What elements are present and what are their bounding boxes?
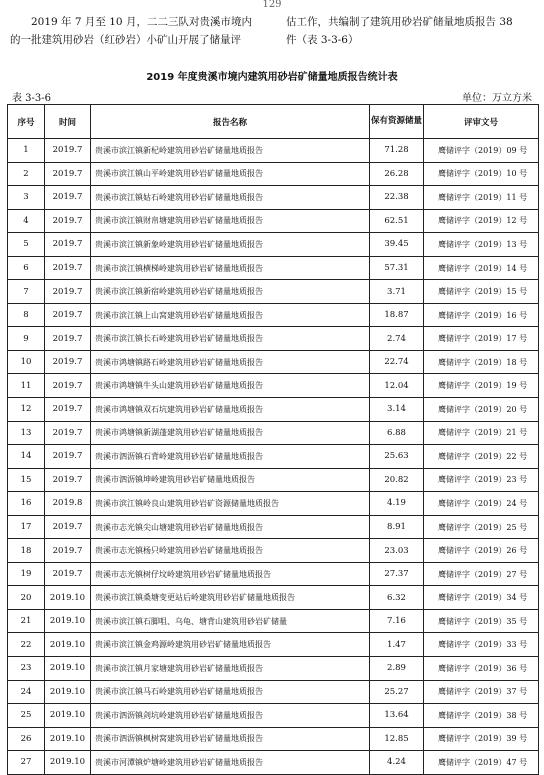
table-row (8, 704, 539, 728)
cell-review-doc: 鹰储评字（2019）22 号 (424, 445, 539, 469)
cell-review-doc: 鹰储评字（2019）09 号 (424, 139, 539, 163)
cell-review-doc: 鹰储评字（2019）25 号 (424, 515, 539, 539)
cell-reserve: 57.31 (370, 256, 424, 280)
cell-no: 14 (8, 445, 45, 469)
cell-no: 11 (8, 374, 45, 398)
cell-time: 2019.7 (45, 303, 91, 327)
table-body (8, 139, 539, 775)
table-row (8, 256, 539, 280)
cell-report-name: 贵溪市滨江镇岭良山建筑用砂岩矿资源储量地质报告 (91, 492, 370, 516)
cell-report-name: 贵溪市滨江镇马石岭建筑用砂岩矿储量地质报告 (91, 680, 370, 704)
cell-no: 5 (8, 233, 45, 257)
cell-no: 15 (8, 468, 45, 492)
cell-reserve: 8.91 (370, 515, 424, 539)
cell-no: 9 (8, 327, 45, 351)
cell-reserve: 12.04 (370, 374, 424, 398)
cell-review-doc: 鹰储评字（2019）27 号 (424, 562, 539, 586)
cell-reserve: 4.19 (370, 492, 424, 516)
table-row (8, 727, 539, 751)
cell-no: 2 (8, 162, 45, 186)
table-row (8, 539, 539, 563)
cell-no: 20 (8, 586, 45, 610)
cell-reserve: 20.82 (370, 468, 424, 492)
intro-right-column (286, 13, 536, 49)
table-row (8, 398, 539, 422)
cell-reserve: 27.37 (370, 562, 424, 586)
cell-no: 3 (8, 186, 45, 210)
page-number: 129 (262, 0, 282, 10)
cell-no: 26 (8, 727, 45, 751)
cell-reserve: 13.64 (370, 704, 424, 728)
cell-time: 2019.7 (45, 398, 91, 422)
table-row (8, 751, 539, 775)
cell-no: 25 (8, 704, 45, 728)
header-no: 序号 (8, 105, 45, 139)
cell-report-name: 贵溪市河潭镇炉塘岭建筑用砂岩矿储量地质报告 (91, 751, 370, 775)
cell-no: 22 (8, 633, 45, 657)
table-row (8, 374, 539, 398)
cell-time: 2019.10 (45, 727, 91, 751)
cell-review-doc: 鹰储评字（2019）10 号 (424, 162, 539, 186)
table-label: 表 3-3-6 (12, 93, 52, 104)
cell-no: 19 (8, 562, 45, 586)
table-row (8, 680, 539, 704)
cell-report-name: 贵溪市鸿塘镇牛头山建筑用砂岩矿储量地质报告 (91, 374, 370, 398)
cell-report-name: 贵溪市泗沥镇枫树窝建筑用砂岩矿储量地质报告 (91, 727, 370, 751)
cell-report-name: 贵溪市滨江镇石脚咀、乌龟、塘背山建筑用砂岩矿储量 (91, 609, 370, 633)
cell-report-name: 贵溪市泗沥镇剑坑岭建筑用砂岩矿储量地质报告 (91, 704, 370, 728)
cell-report-name: 贵溪市滨江镇财帛塘建筑用砂岩矿储量地质报告 (91, 209, 370, 233)
table-row (8, 421, 539, 445)
cell-review-doc: 鹰储评字（2019）13 号 (424, 233, 539, 257)
cell-reserve: 2.89 (370, 657, 424, 681)
cell-review-doc: 鹰储评字（2019）37 号 (424, 680, 539, 704)
cell-report-name: 贵溪市滨江镇山平岭建筑用砂岩矿储量地质报告 (91, 162, 370, 186)
cell-time: 2019.10 (45, 586, 91, 610)
cell-time: 2019.7 (45, 515, 91, 539)
cell-review-doc: 鹰储评字（2019）17 号 (424, 327, 539, 351)
cell-no: 16 (8, 492, 45, 516)
intro-right-line-1: 估工作，共编制了建筑用砂岩矿储量地质报告 38 (286, 16, 513, 28)
cell-reserve: 23.03 (370, 539, 424, 563)
cell-review-doc: 鹰储评字（2019）39 号 (424, 727, 539, 751)
cell-no: 1 (8, 139, 45, 163)
cell-reserve: 22.38 (370, 186, 424, 210)
cell-report-name: 贵溪市志光镇尖山塘建筑用砂岩矿储量地质报告 (91, 515, 370, 539)
table-title: 2019 年度贵溪市境内建筑用砂岩矿储量地质报告统计表 (146, 72, 398, 83)
cell-reserve: 3.71 (370, 280, 424, 304)
cell-review-doc: 鹰储评字（2019）47 号 (424, 751, 539, 775)
cell-time: 2019.10 (45, 680, 91, 704)
cell-no: 4 (8, 209, 45, 233)
cell-time: 2019.10 (45, 633, 91, 657)
cell-reserve: 2.74 (370, 327, 424, 351)
cell-reserve: 7.16 (370, 609, 424, 633)
cell-reserve: 62.51 (370, 209, 424, 233)
cell-time: 2019.10 (45, 609, 91, 633)
table-row (8, 280, 539, 304)
table-row (8, 233, 539, 257)
cell-time: 2019.7 (45, 350, 91, 374)
cell-review-doc: 鹰储评字（2019）34 号 (424, 586, 539, 610)
cell-reserve: 25.63 (370, 445, 424, 469)
header-report-name: 报告名称 (91, 105, 370, 139)
cell-no: 8 (8, 303, 45, 327)
table-row (8, 209, 539, 233)
cell-report-name: 贵溪市滨江镇长石岭建筑用砂岩矿储量地质报告 (91, 327, 370, 351)
cell-report-name: 贵溪市滨江镇新杞岭建筑用砂岩矿储量地质报告 (91, 139, 370, 163)
cell-review-doc: 鹰储评字（2019）20 号 (424, 398, 539, 422)
cell-report-name: 贵溪市滨江镇上山窝建筑用砂岩矿储量地质报告 (91, 303, 370, 327)
cell-review-doc: 鹰储评字（2019）21 号 (424, 421, 539, 445)
cell-time: 2019.7 (45, 256, 91, 280)
cell-no: 7 (8, 280, 45, 304)
cell-review-doc: 鹰储评字（2019）16 号 (424, 303, 539, 327)
cell-report-name: 贵溪市鸿塘镇双石坑建筑用砂岩矿储量地质报告 (91, 398, 370, 422)
cell-time: 2019.7 (45, 209, 91, 233)
cell-report-name: 贵溪市泗沥镇坤岭建筑用砂岩矿储量地质报告 (91, 468, 370, 492)
table-row (8, 350, 539, 374)
cell-time: 2019.7 (45, 539, 91, 563)
cell-review-doc: 鹰储评字（2019）18 号 (424, 350, 539, 374)
cell-time: 2019.7 (45, 186, 91, 210)
table-row (8, 657, 539, 681)
cell-time: 2019.7 (45, 445, 91, 469)
table-row (8, 492, 539, 516)
cell-no: 21 (8, 609, 45, 633)
cell-review-doc: 鹰储评字（2019）36 号 (424, 657, 539, 681)
header-review-doc: 评审文号 (424, 105, 539, 139)
cell-report-name: 贵溪市滨江镇金鸡源岭建筑用砂岩矿储量地质报告 (91, 633, 370, 657)
header-time: 时间 (45, 105, 91, 139)
table-row (8, 445, 539, 469)
cell-time: 2019.10 (45, 751, 91, 775)
table-row (8, 515, 539, 539)
header-reserve: 保有资源储量 (370, 105, 424, 139)
cell-no: 18 (8, 539, 45, 563)
table-row (8, 609, 539, 633)
cell-time: 2019.7 (45, 468, 91, 492)
intro-right-line-2: 件（表 3-3-6） (286, 34, 359, 46)
table-row (8, 468, 539, 492)
cell-reserve: 6.88 (370, 421, 424, 445)
cell-report-name: 贵溪市滨江镇横梯岭建筑用砂岩矿储量地质报告 (91, 256, 370, 280)
cell-review-doc: 鹰储评字（2019）11 号 (424, 186, 539, 210)
cell-reserve: 39.45 (370, 233, 424, 257)
cell-no: 23 (8, 657, 45, 681)
cell-time: 2019.7 (45, 562, 91, 586)
cell-no: 27 (8, 751, 45, 775)
cell-reserve: 71.28 (370, 139, 424, 163)
cell-time: 2019.7 (45, 280, 91, 304)
table-row (8, 186, 539, 210)
cell-review-doc: 鹰储评字（2019）12 号 (424, 209, 539, 233)
cell-time: 2019.7 (45, 421, 91, 445)
intro-left-column (10, 13, 272, 49)
cell-time: 2019.7 (45, 139, 91, 163)
cell-review-doc: 鹰储评字（2019）35 号 (424, 609, 539, 633)
cell-report-name: 贵溪市滨江镇桑塘变更站后岭建筑用砂岩矿储量地质报告 (91, 586, 370, 610)
table-header-row (8, 105, 539, 139)
cell-report-name: 贵溪市滨江镇新象岭建筑用砂岩矿储量地质报告 (91, 233, 370, 257)
cell-no: 10 (8, 350, 45, 374)
cell-report-name: 贵溪市志光镇树仔坟岭建筑用砂岩矿储量地质报告 (91, 562, 370, 586)
cell-report-name: 贵溪市志光镇杨只岭建筑用砂岩矿储量地质报告 (91, 539, 370, 563)
cell-review-doc: 鹰储评字（2019）14 号 (424, 256, 539, 280)
cell-report-name: 贵溪市鸿塘镇新湖蓬建筑用砂岩矿储量地质报告 (91, 421, 370, 445)
table-row (8, 139, 539, 163)
cell-review-doc: 鹰储评字（2019）33 号 (424, 633, 539, 657)
cell-reserve: 6.32 (370, 586, 424, 610)
cell-time: 2019.10 (45, 657, 91, 681)
cell-review-doc: 鹰储评字（2019）38 号 (424, 704, 539, 728)
cell-no: 17 (8, 515, 45, 539)
reserve-report-table (7, 104, 539, 775)
cell-reserve: 3.14 (370, 398, 424, 422)
cell-report-name: 贵溪市滨江镇姑石岭建筑用砂岩矿储量地质报告 (91, 186, 370, 210)
cell-report-name: 贵溪市滨江镇新宿岭建筑用砂岩矿储量地质报告 (91, 280, 370, 304)
cell-reserve: 4.24 (370, 751, 424, 775)
cell-review-doc: 鹰储评字（2019）23 号 (424, 468, 539, 492)
cell-review-doc: 鹰储评字（2019）15 号 (424, 280, 539, 304)
unit-label: 单位：万立方米 (462, 93, 532, 104)
cell-review-doc: 鹰储评字（2019）24 号 (424, 492, 539, 516)
cell-time: 2019.7 (45, 233, 91, 257)
cell-report-name: 贵溪市泗沥镇石背岭建筑用砂岩矿储量地质报告 (91, 445, 370, 469)
intro-left-line-1: 2019 年 7 月至 10 月，二二三队对贵溪市境内 (31, 16, 252, 28)
cell-reserve: 1.47 (370, 633, 424, 657)
cell-no: 6 (8, 256, 45, 280)
cell-review-doc: 鹰储评字（2019）19 号 (424, 374, 539, 398)
cell-reserve: 18.87 (370, 303, 424, 327)
intro-left-line-2: 的一批建筑用砂岩（红砂岩）小矿山开展了储量评 (10, 34, 241, 46)
cell-reserve: 25.27 (370, 680, 424, 704)
cell-time: 2019.7 (45, 374, 91, 398)
cell-time: 2019.8 (45, 492, 91, 516)
cell-time: 2019.7 (45, 162, 91, 186)
cell-review-doc: 鹰储评字（2019）26 号 (424, 539, 539, 563)
cell-no: 12 (8, 398, 45, 422)
cell-reserve: 22.74 (370, 350, 424, 374)
table-row (8, 586, 539, 610)
table-row (8, 162, 539, 186)
table-row (8, 303, 539, 327)
table-row (8, 562, 539, 586)
cell-time: 2019.7 (45, 327, 91, 351)
cell-reserve: 12.85 (370, 727, 424, 751)
table-row (8, 327, 539, 351)
table-row (8, 633, 539, 657)
cell-report-name: 贵溪市滨江镇月家塘建筑用砂岩矿储量地质报告 (91, 657, 370, 681)
cell-reserve: 26.28 (370, 162, 424, 186)
cell-report-name: 贵溪市鸿塘镇路石岭建筑用砂岩矿储量地质报告 (91, 350, 370, 374)
cell-time: 2019.10 (45, 704, 91, 728)
cell-no: 24 (8, 680, 45, 704)
cell-no: 13 (8, 421, 45, 445)
